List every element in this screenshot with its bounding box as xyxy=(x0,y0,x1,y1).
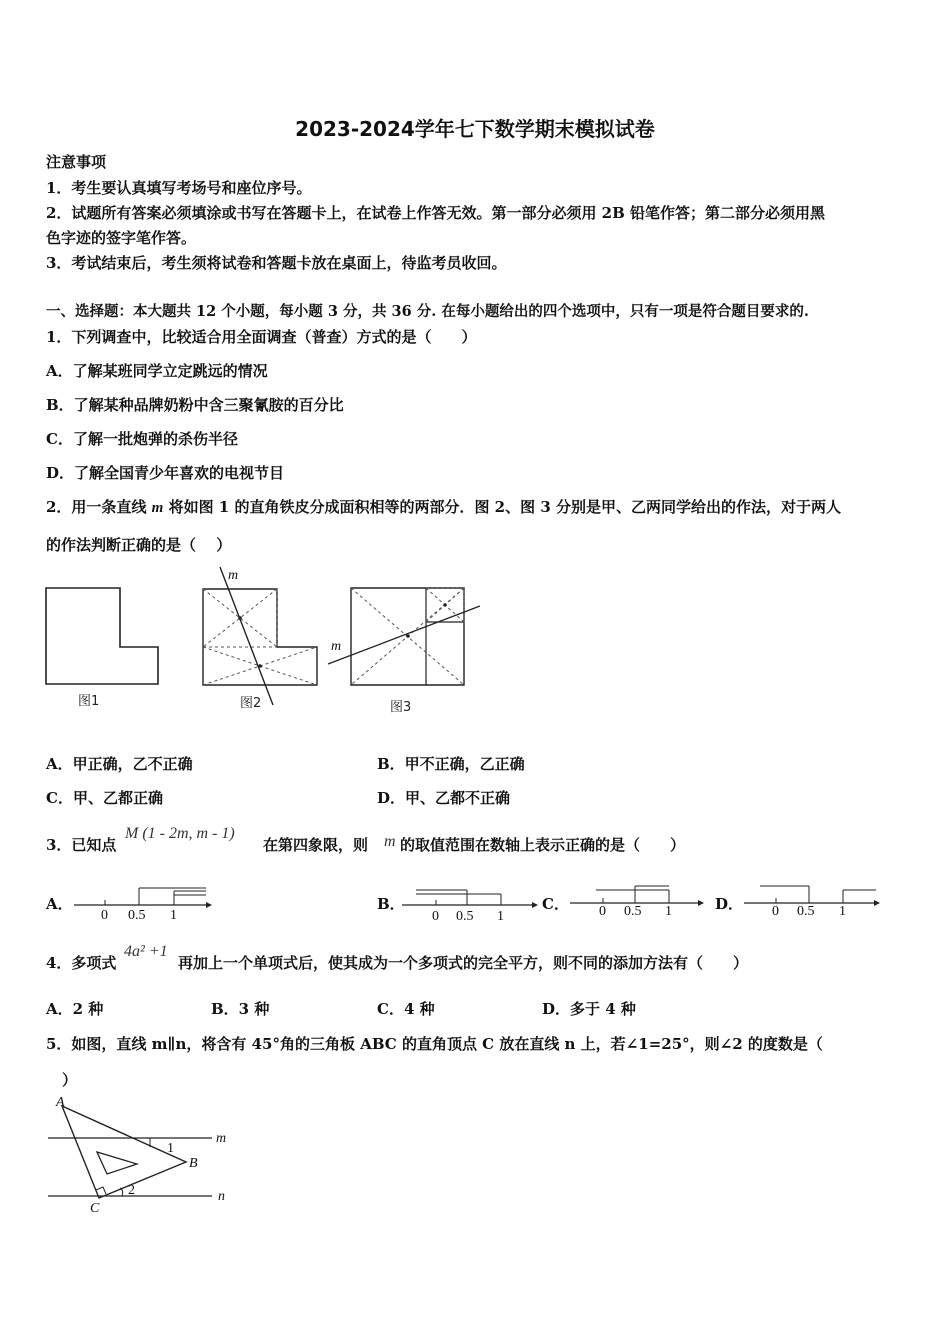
q3-stem-pre: 3．已知点 xyxy=(46,836,117,854)
figure-3-label: 图3 xyxy=(390,700,412,715)
q2-stem-line2: 的作法判断正确的是（ ） xyxy=(46,536,232,554)
q3-label-c: C． xyxy=(542,895,569,913)
label-angle-1: 1 xyxy=(167,1141,174,1156)
q4-option-d: D．多于 4 种 xyxy=(542,1000,636,1018)
notice-item: 2．试题所有答案必须填涂或书写在答题卡上，在试卷上作答无效。第一部分必须用 2B 铅笔作答；第二部分必须用黑 xyxy=(46,204,826,222)
tick-0: 0 xyxy=(772,904,779,919)
tick-0-5: 0.5 xyxy=(128,908,146,923)
q2-figure-1 xyxy=(40,585,170,715)
q3-numberline-d xyxy=(740,880,885,925)
q3-numberline-a xyxy=(70,882,215,927)
q1-option-b: B．了解某种品牌奶粉中含三聚氰胺的百分比 xyxy=(46,396,344,414)
q2-option-b: B．甲不正确，乙正确 xyxy=(377,755,525,773)
label-b: B xyxy=(189,1156,198,1171)
figure-2-label: 图2 xyxy=(240,696,262,711)
q4-stem-post: 再加上一个单项式后，使其成为一个多项式的完全平方，则不同的添加方法有（ ） xyxy=(178,954,749,972)
q5-stem: 5．如图，直线 m∥n，将含有 45°角的三角板 ABC 的直角顶点 C 放在直线 n 上，若∠1=25°，则∠2 的度数是（ xyxy=(46,1035,823,1053)
figure-3-line-m: m xyxy=(331,639,342,654)
q2-figure-2 xyxy=(195,565,335,720)
q3-numberline-b xyxy=(400,882,540,927)
q1-option-c: C．了解一批炮弹的杀伤半径 xyxy=(46,430,238,448)
label-m: m xyxy=(216,1131,227,1146)
q2-option-d: D．甲、乙都不正确 xyxy=(377,789,511,807)
notice-item: 3．考试结束后，考生须将试卷和答题卡放在桌面上，待监考员收回。 xyxy=(46,254,507,272)
tick-0: 0 xyxy=(432,909,439,924)
tick-0: 0 xyxy=(101,908,108,923)
q2-stem-post: 将如图 1 的直角铁皮分成面积相等的两部分．图 2、图 3 分别是甲、乙两同学给出的作法，对于两人 xyxy=(163,498,841,516)
q1-option-a: A．了解某班同学立定跳远的情况 xyxy=(46,362,268,380)
q3-point: M (1 - 2m, m - 1) xyxy=(125,825,235,842)
q2-stem-pre: 2．用一条直线 xyxy=(46,498,152,516)
q4-expression: 4a² +1 xyxy=(124,943,168,960)
q3-stem-post: 的取值范围在数轴上表示正确的是（ ） xyxy=(400,836,686,854)
notice-item: 色字迹的签字笔作答。 xyxy=(46,229,197,247)
tick-1: 1 xyxy=(170,908,177,923)
q3-var-m: m xyxy=(384,833,396,850)
q2-stem xyxy=(46,497,841,518)
section-heading: 一、选择题：本大题共 12 个小题，每小题 3 分，共 36 分. 在每小题给出的四个选项中，只有一项是符合题目要求的. xyxy=(46,303,809,320)
q2-option-a: A．甲正确，乙不正确 xyxy=(46,755,193,773)
q1-option-d: D．了解全国青少年喜欢的电视节目 xyxy=(46,464,285,482)
q5-figure xyxy=(44,1094,244,1219)
tick-0: 0 xyxy=(599,904,606,919)
notice-item: 1．考生要认真填写考场号和座位序号。 xyxy=(46,179,312,197)
page-title: 2023-2024学年七下数学期末模拟试卷 xyxy=(295,117,655,141)
tick-0-5: 0.5 xyxy=(456,909,474,924)
q4-stem-pre: 4．多项式 xyxy=(46,954,117,972)
tick-1: 1 xyxy=(839,904,846,919)
tick-1: 1 xyxy=(665,904,672,919)
q2-var-m: m xyxy=(151,500,164,516)
q2-figure-3 xyxy=(328,580,488,720)
q3-label-b: B． xyxy=(377,895,405,913)
tick-1: 1 xyxy=(497,909,504,924)
label-c: C xyxy=(90,1201,100,1216)
tick-0-5: 0.5 xyxy=(797,904,815,919)
q2-option-c: C．甲、乙都正确 xyxy=(46,789,163,807)
label-angle-2: 2 xyxy=(128,1183,135,1198)
q1-stem: 1．下列调查中，比较适合用全面调查（普查）方式的是（ ） xyxy=(46,328,477,346)
figure-1-label: 图1 xyxy=(78,694,100,709)
figure-2-line-m: m xyxy=(228,568,239,583)
label-a: A xyxy=(56,1095,65,1110)
label-n: n xyxy=(218,1189,225,1204)
q3-label-a: A． xyxy=(46,895,73,913)
q3-numberline-c xyxy=(566,880,711,925)
q3-label-d: D． xyxy=(715,895,744,913)
q3-stem-mid: 在第四象限，则 xyxy=(263,836,369,854)
q4-option-b: B．3 种 xyxy=(211,1000,270,1018)
q5-stem-line2: ） xyxy=(62,1071,78,1089)
q4-option-a: A．2 种 xyxy=(46,1000,104,1018)
notice-heading: 注意事项 xyxy=(46,153,107,171)
tick-0-5: 0.5 xyxy=(624,904,642,919)
q4-option-c: C．4 种 xyxy=(377,1000,435,1018)
